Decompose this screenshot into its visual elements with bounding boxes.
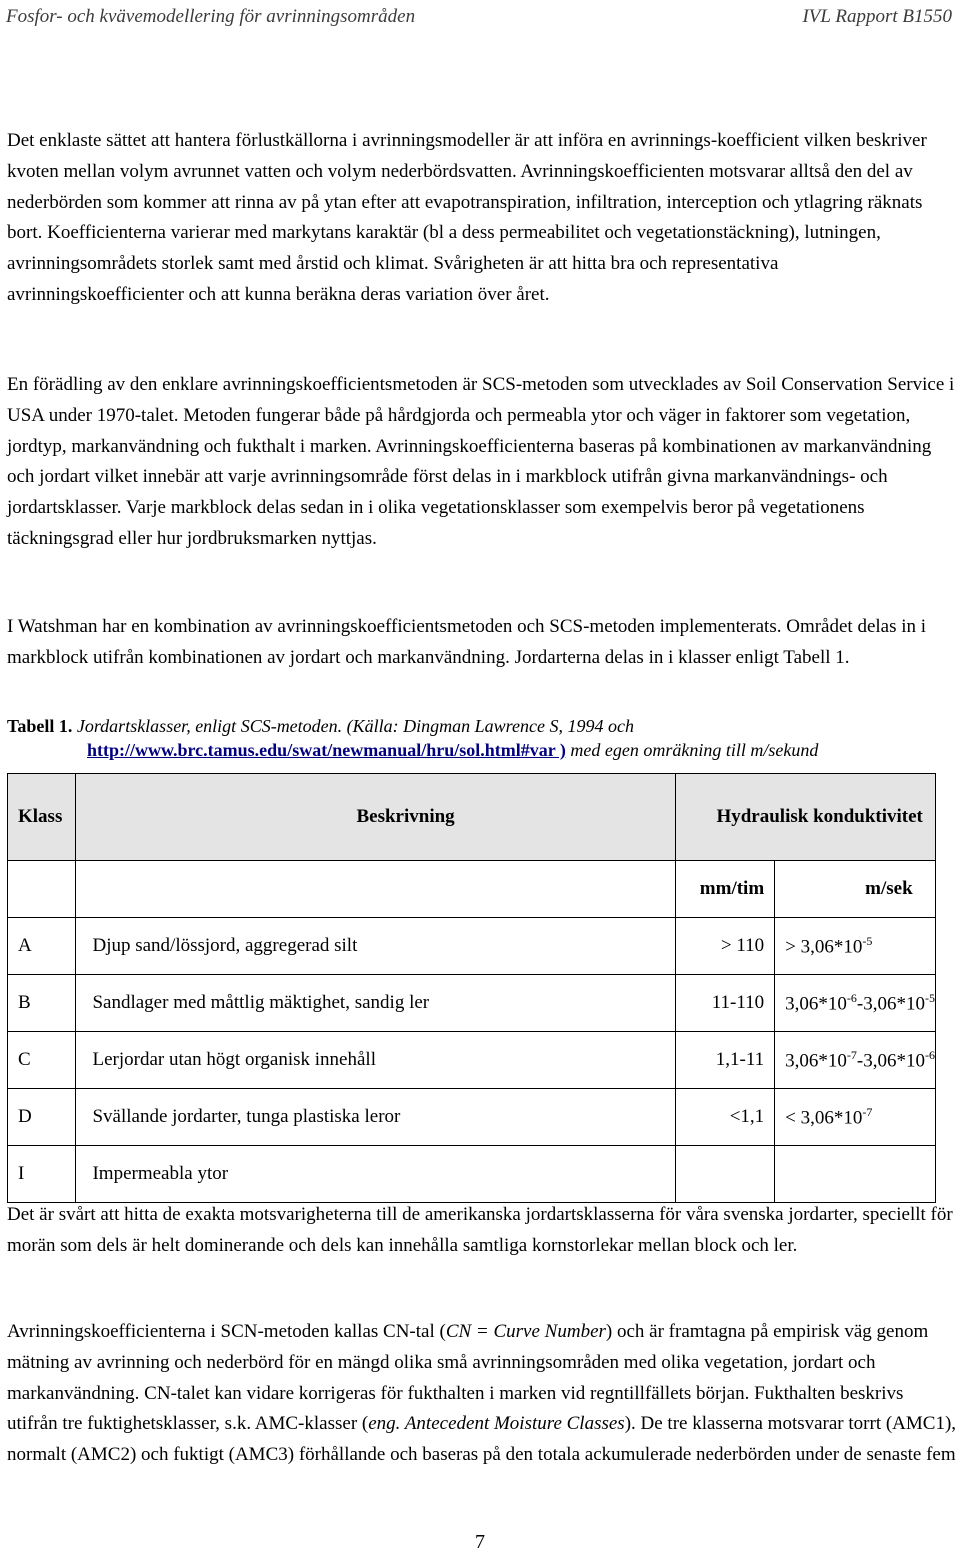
caption-note: med egen omräkning till m/sekund [570, 740, 819, 760]
cell-mm-tim [676, 1146, 775, 1203]
ms-value-a: 3,06*10 [785, 993, 847, 1015]
ms-exp-b: -5 [925, 990, 935, 1005]
amc-term: eng. Antecedent Moisture Classes [368, 1413, 625, 1435]
cn-text-2: ) och är framtagna på empirisk väg genom mätning av avrinning och nederbörd för en mängd olika små avrinningsområden med olika vegetation, jordart och markanvändning. CN-talet kan vidare korrigeras för fukthalten i marken vid regntillfällets början. Fukthalten beskrivs utifrån tre fuktighetsklasser, s.k. AMC-klasser ( [7, 1321, 929, 1435]
cell-klass: I [8, 1146, 76, 1203]
cn-term: CN = Curve Number [445, 1321, 606, 1342]
cell-beskrivning: Lerjordar utan högt organisk innehåll [76, 1032, 676, 1089]
paragraph-cn-numbers [7, 1317, 957, 1471]
header-report-title: Fosfor- och kvävemodellering för avrinningsområden [6, 6, 416, 27]
table-row [8, 1032, 936, 1089]
cn-text-1: Avrinningskoefficienterna i SCN-metoden kallas CN-tal ( [7, 1321, 446, 1342]
ms-exp-a: -6 [846, 990, 857, 1005]
table-row [8, 918, 936, 975]
header-m-sek: m/sek [775, 861, 936, 918]
table-caption [7, 714, 957, 762]
paragraph-watshman: I Watshman har en kombination av avrinningskoefficientsmetoden och SCS-metoden implementerats. Området delas in i markblock utifrån kombinationen av jordart och markanvändning. Jordarterna delas in i klasser enligt Tabell 1. [7, 616, 927, 668]
header-konduktivitet: Hydraulisk konduktivitet [676, 774, 936, 861]
cell-klass: C [8, 1032, 76, 1089]
ms-value-b: -3,06*10 [856, 1050, 925, 1072]
cell-mm-tim: > 110 [676, 918, 775, 975]
header-report-number: IVL Rapport B1550 [802, 6, 952, 27]
ms-exp-a: -7 [862, 1104, 873, 1119]
page-number: 7 [475, 1531, 485, 1553]
caption-title: Jordartsklasser, enligt SCS-metoden. [76, 716, 343, 736]
ms-exp-a: -5 [862, 933, 873, 948]
cell-beskrivning: Svällande jordarter, tunga plastiska leror [76, 1089, 676, 1146]
ms-exp-a: -7 [846, 1047, 857, 1062]
ms-value-a: < 3,06*10 [785, 1107, 863, 1129]
cell-m-sek [775, 918, 936, 975]
ms-exp-b: -6 [925, 1047, 935, 1062]
cell-klass: A [8, 918, 76, 975]
cell-m-sek [775, 1032, 936, 1089]
cell-klass: D [8, 1089, 76, 1146]
caption-link[interactable]: http://www.brc.tamus.edu/swat/newmanual/hru/sol.html#var ) [87, 740, 566, 760]
header-klass: Klass [8, 774, 76, 861]
cell-mm-tim: 11-110 [676, 975, 775, 1032]
page-header [6, 6, 952, 30]
table-row [8, 1146, 936, 1203]
soil-class-table [7, 773, 936, 1203]
caption-source: (Källa: Dingman Lawrence S, 1994 och [346, 716, 634, 736]
header-mm-tim: mm/tim [676, 861, 775, 918]
cell-beskrivning: Impermeabla ytor [76, 1146, 676, 1203]
table-row [8, 1089, 936, 1146]
paragraph-scs-method: En förädling av den enklare avrinningskoefficientsmetoden är SCS-metoden som utvecklades av Soil Conservation Service i USA under 1970-talet. Metoden fungerar både på hårdgjorda och permeabla ytor och väger in faktorer som vegetation, jordtyp, markanvändning och fukthalt i marken. Avrinningskoefficienterna baseras på kombinationen av markanvändning och jordart vilket innebär att varje avrinningsområde först delas in i markblock utifrån givna markanvändnings- och jordartsklasser. Varje markblock delas sedan in i olika vegetationsklasser som exempelvis beror på vegetationens täckningsgrad eller hur jordbruksmarken nyttjas. [7, 374, 955, 549]
header-beskrivning: Beskrivning [76, 774, 676, 861]
cn-text-3: ). De tre klasserna motsvarar torrt (AMC1), normalt (AMC2) och fuktigt (AMC3) förhållande och baseras på den totala ackumulerade nederbörden under de senaste fem [7, 1413, 957, 1466]
cell-mm-tim: <1,1 [676, 1089, 775, 1146]
caption-label: Tabell 1. [7, 716, 73, 736]
paragraph-swedish-soils: Det är svårt att hitta de exakta motsvarigheterna till de amerikanska jordartsklasserna för våra svenska jordarter, speciellt för morän som dels är helt dominerande och dels kan innehålla samtliga kornstorlekar mellan block och ler. [7, 1204, 953, 1256]
cell-m-sek [775, 1146, 936, 1203]
cell-m-sek [775, 1089, 936, 1146]
paragraph-runoff-coefficient: Det enklaste sättet att hantera förlustkällorna i avrinningsmodeller är att införa en avrinnings-koefficient vilken beskriver kvoten mellan volym avrunnet vatten och volym nederbördsvatten. Avrinningskoefficienten motsvarar alltså den del av nederbörden som kommer att rinna av på ytan efter att evapotranspiration, infiltration, interception och ytlagring räknats bort. Koefficienterna varierar med markytans karaktär (bl a dess permeabilitet och vegetationstäckning), lutningen, avrinningsområdets storlek samt med årstid och klimat. Svårigheten är att hitta bra och representativa avrinningskoefficienter och att kunna beräkna deras variation över året. [7, 130, 927, 305]
ms-value-a: > 3,06*10 [785, 936, 863, 958]
table-header-row [8, 774, 936, 861]
table-row [8, 975, 936, 1032]
ms-value-a: 3,06*10 [785, 1050, 847, 1072]
table-subheader-row [8, 861, 936, 918]
cell-beskrivning: Sandlager med måttlig mäktighet, sandig ler [76, 975, 676, 1032]
cell-klass: B [8, 975, 76, 1032]
cell-m-sek [775, 975, 936, 1032]
ms-value-b: -3,06*10 [856, 993, 925, 1015]
cell-mm-tim: 1,1-11 [676, 1032, 775, 1089]
cell-beskrivning: Djup sand/lössjord, aggregerad silt [76, 918, 676, 975]
